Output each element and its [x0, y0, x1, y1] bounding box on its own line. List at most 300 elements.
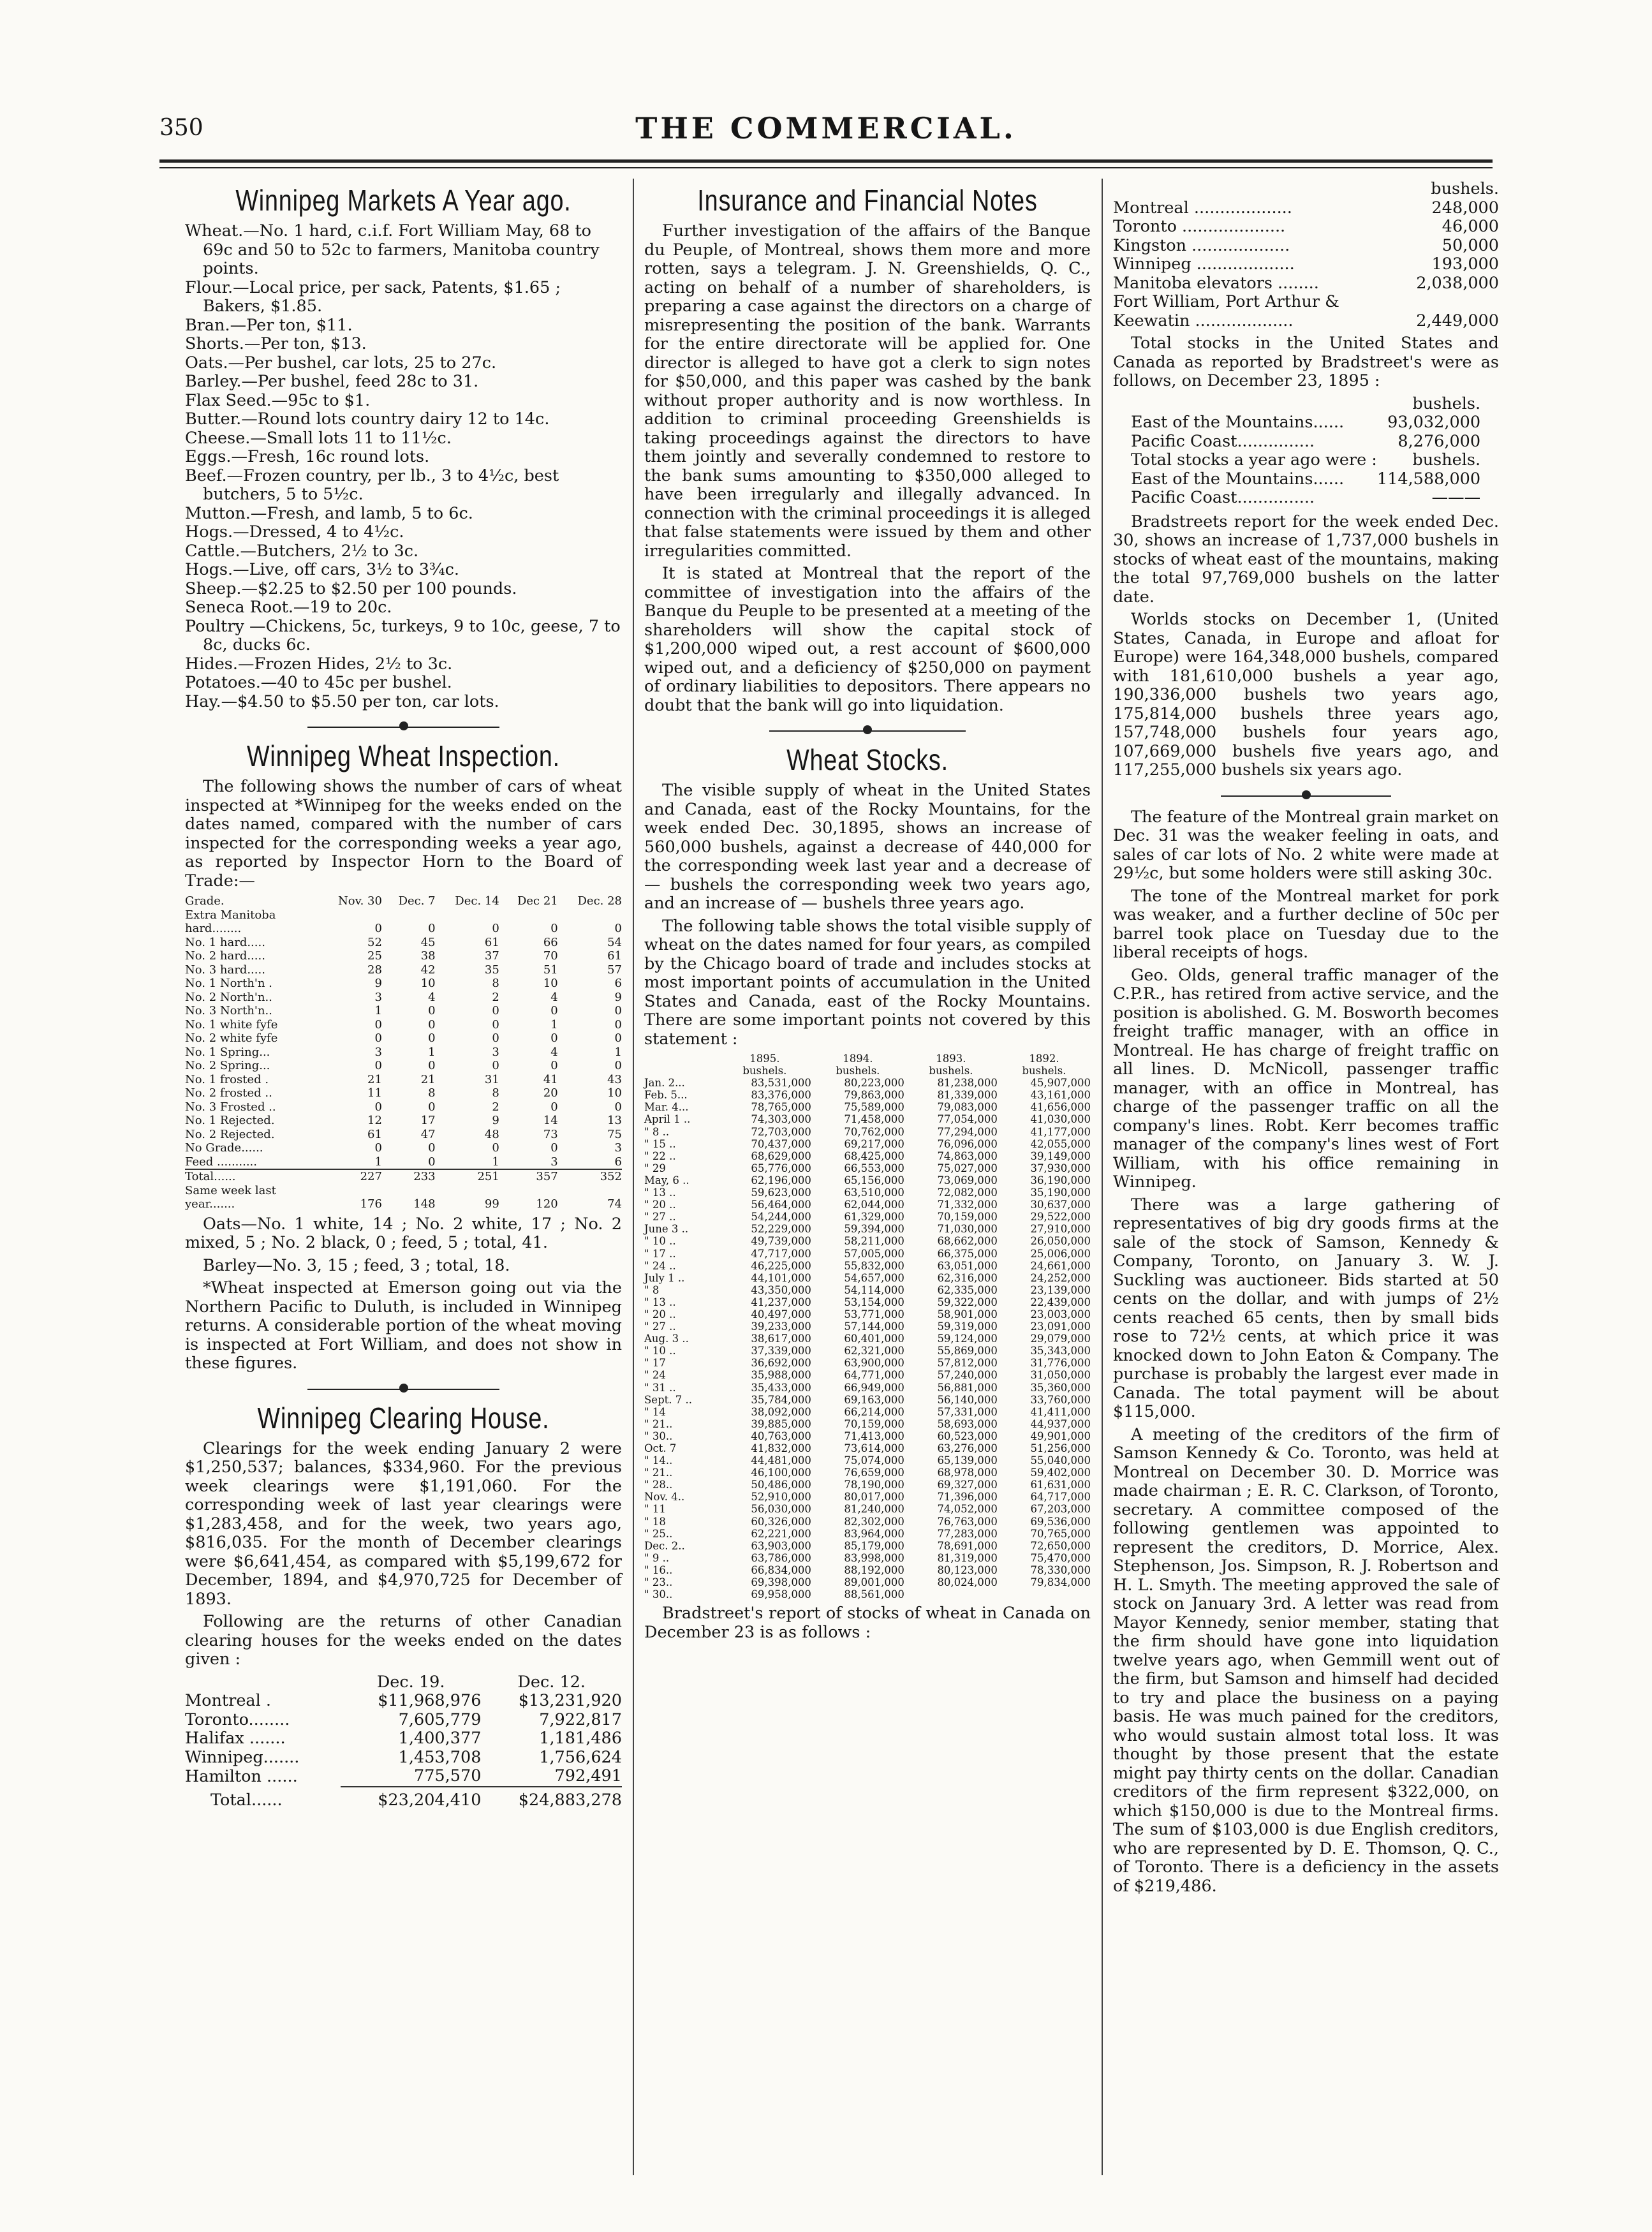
table-header-cell: 1895.: [749, 1053, 780, 1065]
table-cell: 51,256,000: [1030, 1442, 1091, 1454]
market-item: Wheat.—No. 1 hard, c.i.f. Fort William May, 68 to 69c and 50 to 52c to farmers, Manitoba country points.: [185, 221, 600, 278]
table-cell: 43,161,000: [1030, 1089, 1091, 1102]
totals-intro: Total stocks in the United States and Canada as reported by Bradstreet's were as follows, on December 23, 1895 :: [1113, 334, 1499, 390]
table-cell: 42,055,000: [1030, 1137, 1091, 1150]
table-cell: No. 2 frosted ..: [185, 1086, 272, 1100]
table-cell: No. 2 white fyfe: [185, 1031, 278, 1045]
table-row: [1113, 293, 1499, 312]
table-cell: 77,283,000: [937, 1527, 998, 1540]
table-cell: 55,869,000: [937, 1345, 998, 1357]
market-item: Potatoes.—40 to 45c per bushel.: [185, 673, 452, 692]
table-cell: 75,470,000: [1030, 1551, 1091, 1564]
table-cell: 76,763,000: [937, 1515, 998, 1528]
table-cell: 79,863,000: [844, 1089, 904, 1102]
table-row: [644, 1406, 1091, 1418]
table-cell: 35,784,000: [751, 1393, 811, 1406]
table-cell: 69,327,000: [937, 1479, 998, 1491]
table-cell: 75,074,000: [844, 1454, 904, 1467]
table-row: [644, 1516, 1091, 1528]
table-row: [644, 1528, 1091, 1540]
table-cell: 23,091,000: [1030, 1320, 1091, 1333]
table-cell: 48: [484, 1127, 499, 1141]
insurance-text: [644, 222, 1091, 715]
table-cell: 37,339,000: [751, 1345, 811, 1357]
table-row: [644, 1077, 1091, 1089]
table-cell: 81,339,000: [937, 1089, 998, 1102]
market-item: Oats.—Per bushel, car lots, 25 to 27c.: [185, 353, 497, 373]
table-cell: " 24 ..: [644, 1259, 676, 1272]
table-cell: 44,937,000: [1030, 1417, 1091, 1430]
table-row: [644, 1162, 1091, 1174]
table-cell: Extra Manitoba: [185, 908, 276, 922]
table-cell: Kingston ...................: [1113, 235, 1290, 255]
table-cell: Jan. 2...: [644, 1077, 685, 1090]
table-cell: Fort William, Port Arthur &: [1113, 292, 1339, 311]
table-cell: $24,883,278: [481, 1787, 622, 1815]
table-cell: 78,330,000: [1030, 1563, 1091, 1576]
table-cell: 57,005,000: [844, 1247, 904, 1260]
column-divider: [633, 179, 634, 2175]
table-cell: 41,656,000: [1030, 1101, 1091, 1114]
table-cell: 61: [367, 1127, 382, 1141]
table-cell: 2,449,000: [1416, 311, 1499, 330]
table-cell: 1: [374, 1004, 382, 1017]
table-cell: 66: [543, 935, 558, 949]
table-row: [644, 1272, 1091, 1284]
table-cell: 68,662,000: [937, 1235, 998, 1248]
table-cell: 26,050,000: [1030, 1235, 1091, 1248]
table-cell: 39,885,000: [751, 1417, 811, 1430]
bradstreet-paragraph: Worlds stocks on December 1, (United States, Canada, in Europe and afloat for Europe) were 164,348,000 bushels, compared with 181,610,000 bushels a year ago, 190,336,000 bushels two years ago, 175,814,000 bushels three years ago, 157,748,000 bushels four years ago, 107,669,000 bushels five years ago, and 117,255,000 bushels six years ago.: [1113, 610, 1499, 780]
table-cell: 73,614,000: [844, 1442, 904, 1454]
table-cell: 22,439,000: [1030, 1296, 1091, 1308]
table-cell: 93,032,000: [1387, 413, 1481, 432]
table-cell: Feed ...........: [185, 1155, 257, 1169]
markets-year-ago-section: [185, 184, 622, 711]
table-cell: 66,553,000: [844, 1162, 904, 1174]
table-cell: [436, 908, 499, 922]
inspection-note: Oats—No. 1 white, 14 ; No. 2 white, 17 ; No. 2 mixed, 5 ; No. 2 black, 0 ; feed, 5 ; total, 41.: [185, 1214, 622, 1252]
table-row: [1131, 489, 1480, 508]
table-cell: 35,433,000: [751, 1381, 811, 1394]
table-row: [185, 1073, 622, 1087]
table-cell: No. 2 Spring...: [185, 1059, 270, 1072]
table-cell: 0: [550, 1004, 558, 1017]
table-row: [644, 1357, 1091, 1369]
table-cell: 71,030,000: [937, 1223, 998, 1236]
table-cell: 69,217,000: [844, 1137, 904, 1150]
market-item: Eggs.—Fresh, 16c round lots.: [185, 447, 430, 466]
table-cell: 70,765,000: [1030, 1527, 1091, 1540]
table-header-cell: Dec. 28: [577, 894, 622, 908]
table-cell: 0: [550, 1100, 558, 1114]
table-row: [644, 1089, 1091, 1101]
table-cell: 0: [492, 1141, 499, 1155]
table-cell: 41,177,000: [1030, 1125, 1091, 1138]
table-cell: 0: [428, 1017, 436, 1031]
table-header-cell: 1894.: [843, 1053, 873, 1065]
table-row: [185, 1046, 622, 1060]
table-row: [644, 1503, 1091, 1515]
table-cell: Sept. 7 ..: [644, 1393, 692, 1406]
table-cell: 21: [367, 1072, 382, 1086]
masthead-title: THE COMMERCIAL.: [635, 111, 1017, 145]
table-row: [185, 1711, 622, 1730]
table-cell: June 3 ..: [644, 1223, 689, 1236]
table-row: [1131, 470, 1480, 489]
clearing-paragraph: Following are the returns of other Canadian clearing houses for the weeks ended on the dates given :: [185, 1612, 622, 1669]
table-cell: 40,763,000: [751, 1430, 811, 1442]
table-cell: 0: [374, 1059, 382, 1072]
canada-stocks-body: [1113, 199, 1499, 331]
header-rule: [159, 159, 1493, 163]
table-cell: 52: [367, 935, 382, 949]
table-cell: No. 3 North'n..: [185, 1004, 272, 1017]
table-cell: 0: [550, 1141, 558, 1155]
table-cell: 58,901,000: [937, 1308, 998, 1320]
table-cell: 52,910,000: [751, 1491, 811, 1504]
table-row: [644, 1296, 1091, 1308]
table-cell: 0: [614, 1004, 622, 1017]
table-cell: " 8 ..: [644, 1125, 670, 1138]
table-cell: 57: [607, 963, 622, 977]
table-cell: 83,376,000: [751, 1089, 811, 1102]
table-row: [185, 1100, 622, 1114]
table-cell: 0: [550, 1059, 558, 1072]
table-row: [1131, 451, 1480, 470]
table-cell: " 28..: [644, 1479, 673, 1491]
table-cell: 59,319,000: [937, 1320, 998, 1333]
table-row: [644, 1540, 1091, 1552]
table-cell: July 1 ..: [644, 1271, 685, 1284]
table-cell: 75: [607, 1127, 622, 1141]
table-header-cell: bushels.: [929, 1065, 973, 1077]
table-cell: 55,040,000: [1030, 1454, 1091, 1467]
table-cell: 72,650,000: [1030, 1539, 1091, 1552]
table-cell: " 10 ..: [644, 1345, 676, 1357]
table-row: [644, 1588, 1091, 1600]
table-cell: 99: [484, 1197, 499, 1211]
table-cell: [904, 1588, 998, 1600]
table-cell: " 30..: [644, 1588, 673, 1601]
table-cell: 78,190,000: [844, 1479, 904, 1491]
table-cell: 72,082,000: [937, 1186, 998, 1199]
table-cell: No Grade......: [185, 1141, 263, 1155]
market-item: Shorts.—Per ton, $13.: [185, 334, 367, 353]
table-cell: 60,401,000: [844, 1333, 904, 1345]
table-cell: " 16..: [644, 1563, 673, 1576]
table-cell: Halifax .......: [185, 1729, 286, 1748]
table-cell: 0: [614, 1017, 622, 1031]
table-cell: 61,631,000: [1030, 1479, 1091, 1491]
table-cell: 21: [420, 1072, 436, 1086]
table-cell: 82,302,000: [844, 1515, 904, 1528]
table-cell: 59,623,000: [751, 1186, 811, 1199]
table-row: [644, 1223, 1091, 1235]
table-cell: 62,196,000: [751, 1174, 811, 1186]
table-cell: 45,907,000: [1030, 1077, 1091, 1090]
table-cell: 43,350,000: [751, 1283, 811, 1296]
news-paragraph: The feature of the Montreal grain market on Dec. 31 was the weaker feeling in oats, and sales of car lots of No. 2 white were made at 29½c, but some holders were still asking 30c.: [1113, 807, 1499, 883]
news-paragraph: Geo. Olds, general traffic manager of the C.P.R., has retired from active service, and the position is abolished. G. M. Bosworth becomes freight traffic manager, with an office in Montreal. He has charge of freight traffic on all lines. D. McNicoll, passenger traffic manager, with an office in Montreal, has charge of the passenger traffic on all the company's lines. Robt. Kerr becomes traffic manager of the company's lines west of Fort William, with his office remaining in Winnipeg.: [1113, 965, 1499, 1192]
table-cell: [558, 908, 622, 922]
canada-stocks-table: [1113, 180, 1499, 330]
table-cell: Winnipeg ...................: [1113, 255, 1295, 274]
table-cell: 62,044,000: [844, 1199, 904, 1211]
table-cell: 193,000: [1431, 255, 1499, 274]
table-cell: 54,657,000: [844, 1271, 904, 1284]
table-cell: 29,079,000: [1030, 1333, 1091, 1345]
table-cell: 3: [550, 1155, 558, 1169]
table-cell: Mar. 4...: [644, 1101, 689, 1114]
table-cell: $23,204,410: [341, 1787, 482, 1815]
table-cell: 10: [420, 977, 436, 990]
table-cell: 24,661,000: [1030, 1259, 1091, 1272]
table-cell: 35,988,000: [751, 1369, 811, 1382]
table-cell: 50,000: [1442, 235, 1499, 255]
table-cell: 41: [543, 1072, 558, 1086]
table-cell: 792,491: [554, 1766, 622, 1785]
wheat-stocks-section: [644, 743, 1091, 1642]
table-cell: 77,054,000: [937, 1113, 998, 1126]
table-header-cell: 1892.: [1029, 1053, 1059, 1065]
table-cell: 2,038,000: [1416, 273, 1499, 293]
table-cell: 8,276,000: [1398, 431, 1481, 451]
table-cell: " 15 ..: [644, 1137, 676, 1150]
table-row: [1113, 274, 1499, 293]
table-cell: 24,252,000: [1030, 1271, 1091, 1284]
market-item: Beef.—Frozen country, per lb., 3 to 4½c, best butchers, 5 to 5½c.: [185, 466, 559, 504]
table-cell: 0: [428, 1004, 436, 1017]
table-cell: 81,319,000: [937, 1551, 998, 1564]
table-cell: " 11: [644, 1503, 666, 1516]
table-cell: 59,124,000: [937, 1333, 998, 1345]
insurance-paragraph: It is stated at Montreal that the report of the committee of investigation into the affairs of the Banque du Peuple to be presented at a meeting of the shareholders will show the capital stock of $1,200,000 wiped out, a rest account of $600,000 wiped out, and a deficiency of $250,000 on payment of ordinary liabilities to depositors. There appears no doubt that the bank will go into liquidation.: [644, 564, 1091, 715]
table-cell: 79,083,000: [937, 1101, 998, 1114]
table-cell: 74,863,000: [937, 1149, 998, 1162]
table-cell: No. 1 Rejected.: [185, 1114, 275, 1127]
table-row: [644, 1101, 1091, 1113]
clearing-table: [185, 1673, 622, 1815]
table-cell: " 14..: [644, 1454, 673, 1467]
table-cell: [382, 908, 436, 922]
supply-header-row: [644, 1053, 1091, 1065]
table-cell: 0: [492, 922, 499, 935]
table-cell: Manitoba elevators ........: [1113, 273, 1319, 293]
table-cell: 27,910,000: [1030, 1223, 1091, 1236]
wheat-stocks-title: Wheat Stocks.: [786, 743, 948, 776]
market-item: Butter.—Round lots country dairy 12 to 14c.: [185, 410, 550, 429]
table-cell: 54: [607, 935, 622, 949]
table-row: [644, 1369, 1091, 1381]
table-row: [644, 1113, 1091, 1125]
clearing-paragraph: Clearings for the week ending January 2 were $1,250,537; balances, $334,960. For the previous week clearings were $1,191,060. For the corresponding week of last year clearings were $1,283,458, and for the week, two years ago, $816,035. For the month of December clearings were $6,641,454, as compared with $5,199,672 for December, 1894, and $4,970,725 for December of 1893.: [185, 1438, 622, 1609]
table-cell: 31: [484, 1072, 499, 1086]
table-cell: 47,717,000: [751, 1247, 811, 1260]
table-cell: 28: [367, 963, 382, 977]
table-cell: 53,771,000: [844, 1308, 904, 1320]
table-cell: 20: [543, 1086, 558, 1100]
market-item: Cheese.—Small lots 11 to 11½c.: [185, 428, 452, 448]
table-row: [185, 1184, 622, 1198]
table-cell: 49,739,000: [751, 1235, 811, 1248]
table-cell: 0: [550, 922, 558, 935]
table-cell: 70: [543, 949, 558, 963]
table-row: [644, 1491, 1091, 1503]
table-cell: May, 6 ..: [644, 1174, 690, 1186]
table-row: [1113, 199, 1499, 218]
market-item: Poultry —Chickens, 5c, turkeys, 9 to 10c, geese, 7 to 8c, ducks 6c.: [185, 616, 621, 654]
visible-supply-table: [644, 1053, 1091, 1600]
table-cell: 4: [550, 1045, 558, 1059]
table-cell: 35,190,000: [1030, 1186, 1091, 1199]
table-cell: 43: [607, 1072, 622, 1086]
table-cell: 55,832,000: [844, 1259, 904, 1272]
table-row: [185, 1155, 622, 1170]
table-cell: 56,881,000: [937, 1381, 998, 1394]
table-row: [185, 963, 622, 977]
table-row: [185, 908, 622, 922]
table-cell: " 8: [644, 1283, 660, 1296]
table-cell: 3: [374, 1045, 382, 1059]
table-cell: 30,637,000: [1030, 1199, 1091, 1211]
table-cell: Hamilton ......: [185, 1766, 298, 1786]
table-cell: Feb. 5...: [644, 1089, 688, 1102]
table-cell: " 13 ..: [644, 1186, 676, 1199]
table-header-cell: Dec. 7: [398, 894, 436, 908]
table-cell: East of the Mountains......: [1131, 413, 1345, 432]
table-cell: " 27 ..: [644, 1320, 676, 1333]
table-cell: 75,027,000: [937, 1162, 998, 1174]
markets-title: Winnipeg Markets A Year ago.: [235, 184, 572, 217]
table-header-cell: Dec. 14: [455, 894, 499, 908]
totals-table: [1131, 395, 1480, 508]
table-cell: 13: [607, 1114, 622, 1127]
table-cell: 61,329,000: [844, 1211, 904, 1223]
table-cell: No. 3 hard.....: [185, 963, 265, 977]
table-cell: East of the Mountains......: [1131, 469, 1345, 489]
table-cell: Pacific Coast...............: [1131, 431, 1315, 451]
table-cell: 233: [413, 1170, 436, 1183]
totals-body: [1131, 413, 1480, 508]
table-cell: 65,156,000: [844, 1174, 904, 1186]
table-cell: " 18: [644, 1515, 666, 1528]
supply-body: [644, 1077, 1091, 1600]
table-cell: 76,659,000: [844, 1467, 904, 1479]
table-cell: 63,510,000: [844, 1186, 904, 1199]
table-cell: 0: [492, 1004, 499, 1017]
insurance-section: [644, 184, 1091, 715]
table-cell: 0: [374, 922, 382, 935]
table-cell: 0: [428, 1031, 436, 1045]
table-cell: 57,812,000: [937, 1357, 998, 1370]
table-cell: 62,321,000: [844, 1345, 904, 1357]
table-cell: 23,139,000: [1030, 1283, 1091, 1296]
table-cell: 29,522,000: [1030, 1211, 1091, 1223]
table-row: [1113, 255, 1499, 274]
table-cell: 9: [374, 977, 382, 990]
section-ornament: [1113, 789, 1499, 803]
table-row: [185, 936, 622, 950]
table-cell: 12: [367, 1114, 382, 1127]
table-cell: 0: [614, 1100, 622, 1114]
section-ornament: [185, 1382, 622, 1396]
table-cell: 88,192,000: [844, 1563, 904, 1576]
table-cell: 58,211,000: [844, 1235, 904, 1248]
table-cell: 57,240,000: [937, 1369, 998, 1382]
totals-unit-label: bushels.: [1412, 394, 1481, 413]
table-row: [185, 1692, 622, 1711]
table-cell: 47: [420, 1127, 436, 1141]
table-cell: 56,464,000: [751, 1199, 811, 1211]
table-cell: 0: [550, 1031, 558, 1045]
table-cell: 23,003,000: [1030, 1308, 1091, 1320]
table-cell: " 21..: [644, 1467, 673, 1479]
table-cell: 0: [492, 1059, 499, 1072]
table-cell: " 27 ..: [644, 1211, 676, 1223]
table-cell: Nov. 4..: [644, 1491, 685, 1504]
table-header-cell: [644, 1065, 718, 1077]
table-cell: 0: [428, 1059, 436, 1072]
table-cell: 70,159,000: [844, 1417, 904, 1430]
table-cell: 6: [614, 1155, 622, 1169]
table-cell: 76,096,000: [937, 1137, 998, 1150]
table-cell: 73: [543, 1127, 558, 1141]
table-header-cell: Nov. 30: [337, 894, 382, 908]
table-row: [644, 1174, 1091, 1186]
canada-unit-label: bushels.: [1431, 179, 1499, 198]
montreal-notes: [1113, 808, 1499, 1896]
table-cell: 66,949,000: [844, 1381, 904, 1394]
market-item: Hides.—Frozen Hides, 2½ to 3c.: [185, 654, 453, 674]
table-cell: " 22 ..: [644, 1149, 676, 1162]
table-cell: 31,050,000: [1030, 1369, 1091, 1382]
market-item: Hay.—$4.50 to $5.50 per ton, car lots.: [185, 691, 499, 711]
table-cell: 41,832,000: [751, 1442, 811, 1454]
table-cell: 1,453,708: [398, 1747, 482, 1767]
table-cell: 66,214,000: [844, 1405, 904, 1418]
table-cell: Same week last: [185, 1183, 276, 1197]
table-cell: 77,294,000: [937, 1125, 998, 1138]
table-cell: Pacific Coast...............: [1131, 488, 1315, 507]
table-cell: " 25..: [644, 1527, 673, 1540]
table-cell: 71,458,000: [844, 1113, 904, 1126]
table-cell: 46,100,000: [751, 1467, 811, 1479]
table-cell: 63,786,000: [751, 1551, 811, 1564]
table-cell: 60,326,000: [751, 1515, 811, 1528]
table-cell: 81,238,000: [937, 1077, 998, 1090]
table-row: [644, 1150, 1091, 1162]
table-row: [185, 1128, 622, 1142]
table-row: [644, 1394, 1091, 1406]
table-cell: 75,589,000: [844, 1101, 904, 1114]
table-cell: 1,181,486: [539, 1729, 622, 1748]
table-cell: 17: [420, 1114, 436, 1127]
table-header-cell: Dec. 12.: [517, 1672, 586, 1692]
table-cell: " 13 ..: [644, 1296, 676, 1308]
table-cell: 52,229,000: [751, 1223, 811, 1236]
table-row: [185, 949, 622, 963]
table-header-cell: 1893.: [936, 1053, 966, 1065]
table-cell: 3: [492, 1045, 499, 1059]
table-cell: 44,101,000: [751, 1271, 811, 1284]
table-cell: April 1 ..: [644, 1113, 691, 1126]
table-cell: 248,000: [1431, 198, 1499, 218]
table-cell: 39,233,000: [751, 1320, 811, 1333]
table-cell: 114,588,000: [1376, 469, 1481, 489]
table-cell: 61: [484, 935, 499, 949]
table-cell: 10: [607, 1086, 622, 1100]
